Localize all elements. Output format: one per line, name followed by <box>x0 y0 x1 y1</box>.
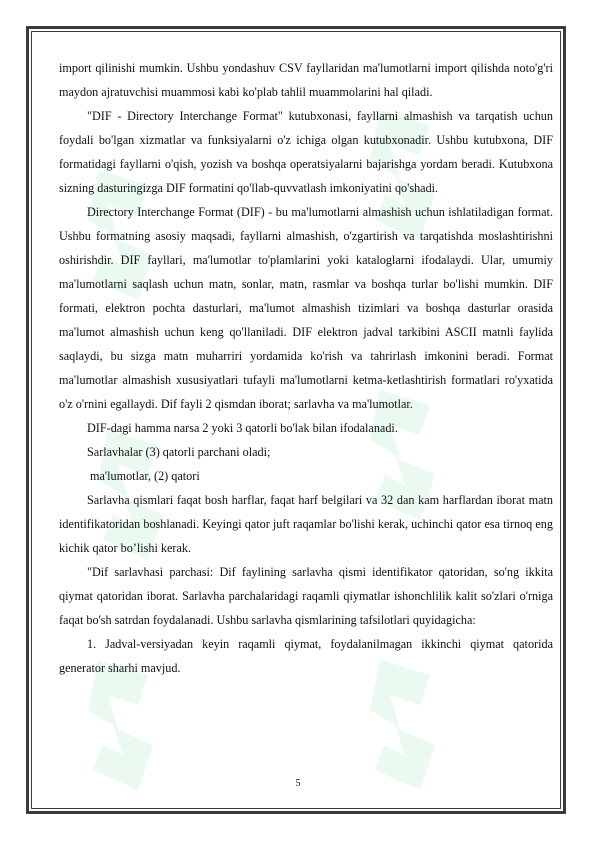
paragraph: import qilinishi mumkin. Ushbu yondashuv CSV fayllaridan ma'lumotlarni import qilishda noto'g'ri maydon ajratuvchisi muammosi kabi ko'plab tahlil muammolarini hal qiladi. <box>59 61 553 99</box>
paragraph: Sarlavha qismlari faqat bosh harflar, faqat harf belgilari va 32 dan kam harflardan iborat matn identifikatoridan boshlanadi. Keyingi qator juft raqamlar bo'lishi kerak, uchinchi qator esa tirnoq eng kichik qator bo’lishi kerak. <box>59 493 553 555</box>
paragraph: Sarlavhalar (3) qatorli parchani oladi; <box>87 445 271 459</box>
body-text <box>59 56 553 680</box>
paragraph: 1. Jadval-versiyadan keyin raqamli qiymat, foydalanilmagan ikkinchi qiymat qatorida generator sharhi mavjud. <box>59 637 553 675</box>
paragraph: ma'lumotlar, (2) qatori <box>87 469 200 483</box>
page-number: 5 <box>295 778 301 789</box>
paragraph: "DIF - Directory Interchange Format" kutubxonasi, fayllarni almashish va tarqatish uchun foydali bo'lgan xizmatlar va funksiyalarni o'z ichiga olgan kutubxonadir. Ushbu kutubxona, DIF formatidagi fayllarni o'qish, yozish va boshqa operatsiyalarni bajarishga yordam beradi. Kutubxona sizning dasturingizga DIF formatini qo'llab-quvvatlash imkoniyatini qo'shadi. <box>59 109 553 195</box>
paragraph: "Dif sarlavhasi parchasi: Dif faylining sarlavha qismi identifikator qatoridan, so'ng ikkita qiymat qatoridan iborat. Sarlavha parchalaridagi raqamli qiymatlar ishonchlilik kalit so'zlari o'rniga faqat bo'sh satrdan foydalanadi. Ushbu sarlavha qismlarining tafsilotlari quyidagicha: <box>59 565 553 627</box>
paragraph: Directory Interchange Format (DIF) - bu ma'lumotlarni almashish uchun ishlatiladigan format. Ushbu formatning asosiy maqsadi, fayllarni almashish, o'zgartirish va tarqatishda moslashtirishni oshirishdir. DIF fayllari, ma'lumotlar to'plamlarini yoki kataloglarni ifodalaydi. Ular, umumiy ma'lumotlarni saqlash uchun matn, sonlar, matn, rasmlar va boshqa turlar bo'lishi mumkin. DIF formati, elektron pochta dasturlari, ma'lumot almashish tizimlari va boshqa dasturlar orasida ma'lumot almashish uchun keng qo'llaniladi. DIF elektron jadval tarkibini ASCII matnli faylida saqlaydi, bu sizga matn muharriri yordamida ko'rish va tahrirlash imkonini beradi. Format ma'lumotlar almashish xususiyatlari tufayli ma'lumotlarni ketma-ketlashtirish formatlari ro'yxatida o'z o'rnini egallaydi. Dif fayli 2 qismdan iborat; sarlavha va ma'lumotlar. <box>59 205 553 411</box>
paragraph: DIF-dagi hamma narsa 2 yoki 3 qatorli bo'lak bilan ifodalanadi. <box>87 421 398 435</box>
